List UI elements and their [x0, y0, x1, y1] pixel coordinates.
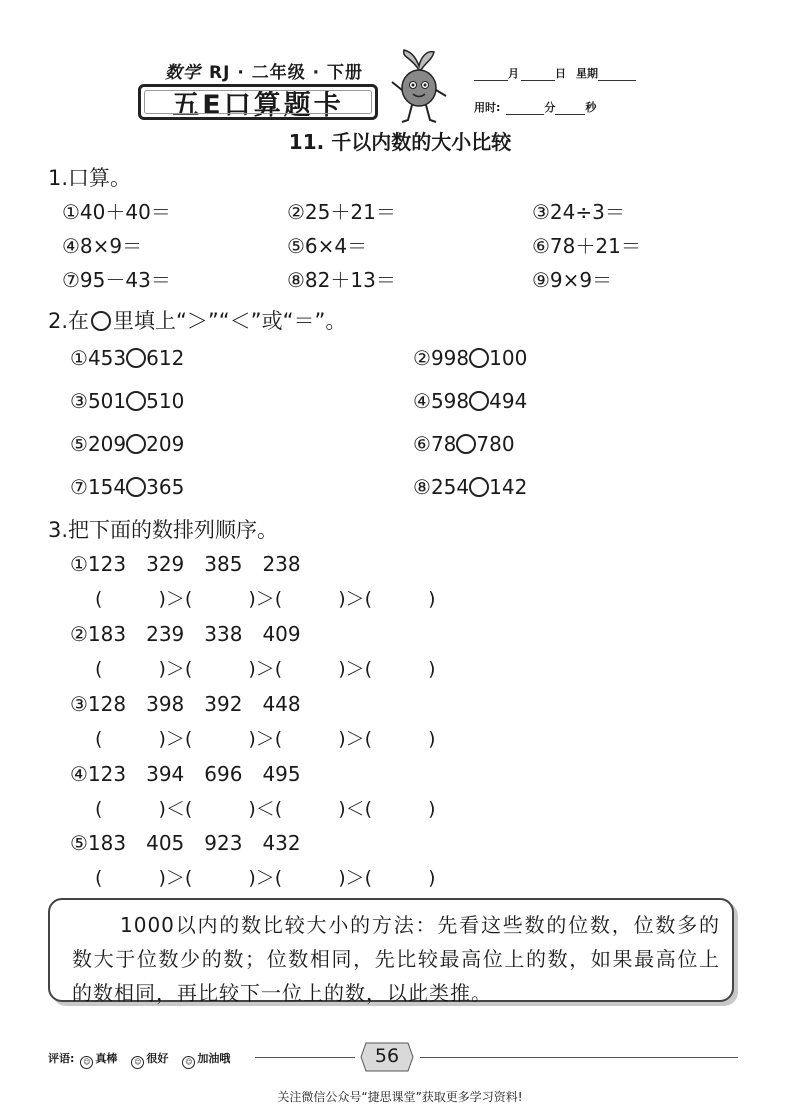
s2-b: 100 [489, 346, 528, 370]
s2-b: 494 [489, 389, 528, 413]
s2-a: 453 [87, 346, 127, 370]
s3-group-4-numbers: ④123 394 696 495 [70, 762, 301, 786]
s3-sign: ＞ [165, 658, 185, 680]
month-blank[interactable] [474, 69, 508, 81]
s1-item-7: ⑦95－43＝ [62, 268, 171, 292]
tip-text: 1000以内的数比较大小的方法：先看这些数的位数，位数多的数大于位数少的数；位数相同，先比较最高位上的数，如果最高位上的数相同，再比较下一位上的数，以此类推。 [72, 913, 720, 1005]
s1-item-4: ④8×9＝ [62, 234, 143, 258]
answer-circle[interactable] [469, 391, 489, 411]
s3-group-5-numbers: ⑤183 405 923 432 [70, 831, 301, 855]
header-banner: 五E口算题卡 [138, 84, 378, 120]
s3-sign: ＜ [165, 798, 185, 820]
s2-num: ⑤ [70, 432, 88, 456]
time-fields [474, 99, 596, 115]
s2-num: ② [413, 346, 431, 370]
s3-group-1-answer[interactable]: ( )＞( )＞( )＞( ) [95, 584, 436, 611]
s1-item-1: ①40＋40＝ [62, 200, 171, 224]
weekday-label: 星期 [576, 67, 598, 80]
eval-label: 评语: [48, 1052, 75, 1065]
s3-sign: ＞ [255, 658, 275, 680]
rating-keep-going: 加油哦 [197, 1052, 231, 1065]
s2-item-6 [413, 432, 515, 456]
s3-sign: ＞ [345, 867, 365, 889]
s2-item-5 [70, 432, 184, 456]
section1-title: 1.口算。 [48, 166, 132, 190]
s3-sign: ＞ [165, 867, 185, 889]
section2-title-pre: 2.在 [48, 309, 90, 333]
answer-circle[interactable] [126, 434, 146, 454]
s2-b: 780 [476, 432, 515, 456]
s2-a: 209 [87, 432, 127, 456]
header-subject: 数学 [165, 63, 201, 83]
s3-group-4-answer[interactable]: ( )＜( )＜( )＜( ) [95, 794, 436, 821]
circle-symbol-icon [91, 311, 111, 331]
s3-sign: ＜ [255, 798, 275, 820]
answer-circle[interactable] [126, 391, 146, 411]
s2-num: ⑦ [70, 475, 88, 499]
answer-circle[interactable] [469, 348, 489, 368]
s3-group-3-numbers: ③128 398 392 448 [70, 692, 301, 716]
s2-num: ③ [70, 389, 88, 413]
s1-item-6: ⑥78＋21＝ [532, 234, 641, 258]
evaluation-row [48, 1050, 230, 1069]
minute-label: 分 [544, 101, 556, 114]
s2-b: 142 [489, 475, 528, 499]
s2-item-7 [70, 475, 184, 499]
s1-item-3: ③24÷3＝ [532, 200, 625, 224]
s2-num: ④ [413, 389, 431, 413]
s3-sign: ＞ [165, 728, 185, 750]
header-series [165, 58, 363, 83]
s3-sign: ＞ [255, 588, 275, 610]
s2-a: 154 [87, 475, 127, 499]
day-label: 日 [555, 67, 566, 80]
second-label: 秒 [585, 101, 597, 114]
s3-group-2-numbers: ②183 239 338 409 [70, 622, 301, 646]
s1-item-9: ⑨9×9＝ [532, 268, 613, 292]
smile-face-icon: ☺ [131, 1056, 144, 1069]
s2-item-1 [70, 346, 184, 370]
answer-circle[interactable] [469, 477, 489, 497]
date-fields [474, 65, 636, 81]
s2-b: 612 [146, 346, 185, 370]
s3-group-2-answer[interactable]: ( )＞( )＞( )＞( ) [95, 654, 436, 681]
s2-b: 209 [146, 432, 185, 456]
rating-great: 真棒 [95, 1052, 118, 1065]
answer-circle[interactable] [456, 434, 476, 454]
footer-divider-right [420, 1057, 738, 1058]
s3-sign: ＞ [255, 867, 275, 889]
s2-item-2 [413, 346, 527, 370]
time-label: 用时: [474, 101, 501, 114]
header-series-text: RJ · 二年级 · 下册 [209, 63, 364, 83]
section2-title-post: 里填上“＞”“＜”或“＝”。 [113, 309, 347, 333]
weekday-blank[interactable] [598, 69, 636, 81]
answer-circle[interactable] [126, 348, 146, 368]
laughing-face-icon: ☺ [80, 1056, 93, 1069]
s2-item-8 [413, 475, 527, 499]
s2-num: ⑧ [413, 475, 431, 499]
s3-group-1-numbers: ①123 329 385 238 [70, 552, 301, 576]
tip-box [48, 898, 734, 1005]
s1-item-8: ⑧82＋13＝ [287, 268, 396, 292]
s3-sign: ＞ [255, 728, 275, 750]
s3-sign: ＞ [345, 658, 365, 680]
footer-divider-left [255, 1057, 355, 1058]
s2-a: 501 [87, 389, 127, 413]
day-blank[interactable] [521, 69, 555, 81]
month-label: 月 [508, 67, 519, 80]
s2-item-4 [413, 389, 527, 413]
s3-sign: ＜ [345, 798, 365, 820]
s2-b: 510 [146, 389, 185, 413]
beet-mascot-icon [388, 48, 450, 126]
s3-group-5-answer[interactable]: ( )＞( )＞( )＞( ) [95, 863, 436, 890]
s2-a: 598 [430, 389, 470, 413]
minute-blank[interactable] [506, 103, 544, 115]
s1-item-5: ⑤6×4＝ [287, 234, 368, 258]
section3-title: 3.把下面的数排列顺序。 [48, 518, 279, 542]
s1-item-2: ②25＋21＝ [287, 200, 396, 224]
page-title: 11. 千以内数的大小比较 [288, 130, 512, 154]
s3-sign: ＞ [345, 728, 365, 750]
section2-title [48, 305, 346, 335]
second-blank[interactable] [555, 103, 585, 115]
s3-sign: ＞ [165, 588, 185, 610]
rating-good: 很好 [146, 1052, 169, 1065]
s3-group-3-answer[interactable]: ( )＞( )＞( )＞( ) [95, 724, 436, 751]
s2-a: 78 [430, 432, 457, 456]
page-number: 56 [374, 1045, 400, 1067]
answer-circle[interactable] [126, 477, 146, 497]
s2-num: ① [70, 346, 88, 370]
s2-b: 365 [146, 475, 185, 499]
promo-text: 关注微信公众号“捷思课堂”获取更多学习资料! [277, 1090, 523, 1104]
cheer-face-icon: ☺ [182, 1056, 195, 1069]
s2-a: 998 [430, 346, 470, 370]
s2-a: 254 [430, 475, 470, 499]
s2-num: ⑥ [413, 432, 431, 456]
s2-item-3 [70, 389, 184, 413]
s3-sign: ＞ [345, 588, 365, 610]
page-number-badge [360, 1042, 414, 1072]
